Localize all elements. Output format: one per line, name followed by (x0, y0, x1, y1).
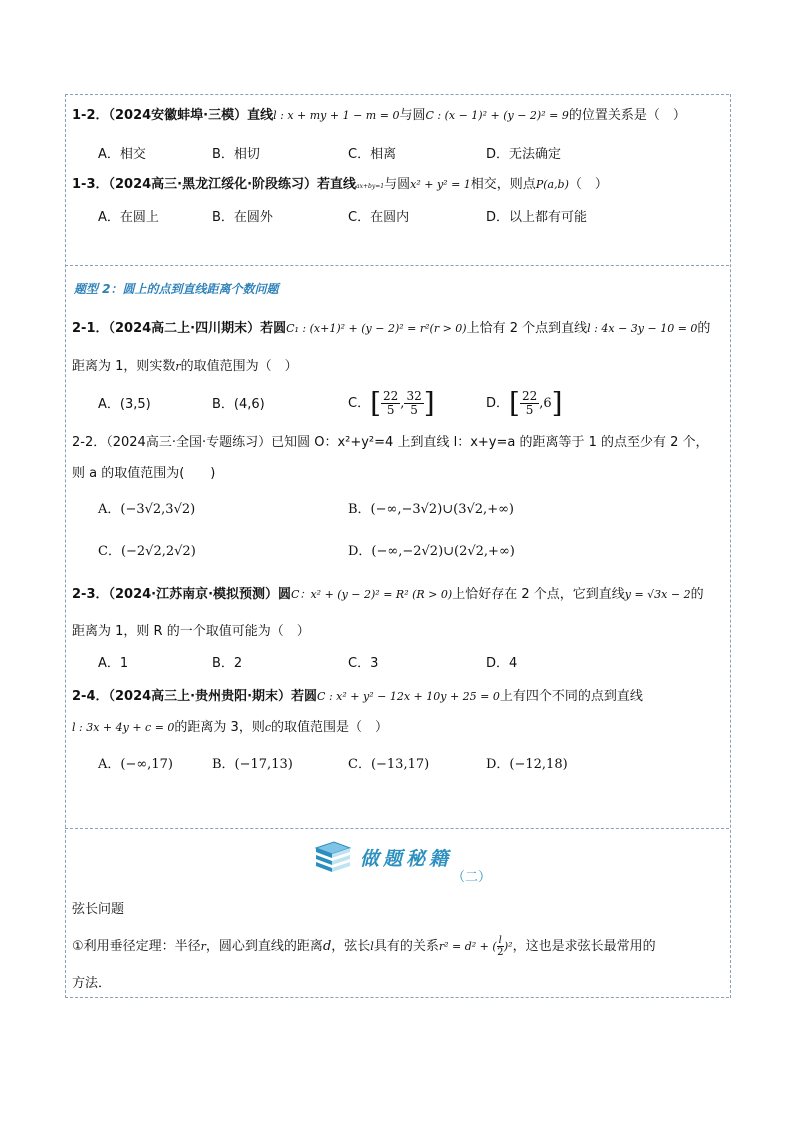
formula: r² = d² + ( (438, 940, 497, 953)
variable: r (175, 360, 181, 373)
circle-equation: C₁ : (x+1)² + (y − 2)² = r²(r > 0) (286, 322, 467, 335)
option-c: C．相离 (348, 147, 397, 162)
question-number: 1-3．（2024高三·黑龙江绥化·阶段练习）若直线 (72, 177, 357, 192)
fraction-numerator: l (498, 935, 502, 946)
text-fragment: 具有的关系 (373, 939, 439, 954)
fraction-denominator: 5 (410, 403, 418, 417)
question-2-3-line2: 距离为 1，则 R 的一个取值可能为（ ） (72, 624, 310, 639)
line-equation: ax+by=1 (356, 183, 385, 190)
option-b: B．在圆外 (212, 210, 273, 225)
fraction-denominator: 5 (525, 403, 534, 417)
question-2-2-line2: 则 a 的取值范围为( ) (72, 466, 216, 481)
option-c: C．3 (348, 656, 379, 671)
fraction (404, 390, 423, 417)
question-number: 2-1．（2024高二上·四川期末）若圆 (72, 321, 287, 336)
question-1-2 (72, 107, 686, 125)
bracket-right: ] (423, 386, 435, 420)
question-2-1-line2 (72, 358, 298, 376)
point-label: P(a,b) (535, 178, 569, 191)
option-d: D．(−∞,−2√2)∪(2√2,+∞) (348, 544, 515, 559)
text-fragment: 的 (690, 587, 704, 602)
option-c: C．[ $\frac{22}{5}$ , $\frac{32}{5}$ ] (348, 386, 435, 420)
text-fragment: ，圆心到直线的距离 (205, 939, 323, 954)
section-divider (65, 265, 729, 266)
tips-divider (65, 828, 729, 829)
variable: r (200, 940, 206, 953)
question-2-1 (72, 320, 710, 338)
option-a: A．在圆上 (98, 210, 159, 225)
tips-title: 做题秘籍 (360, 847, 453, 870)
option-a: A．(3,5) (98, 397, 151, 412)
text-fragment: 的 (697, 321, 711, 336)
text-fragment: 距离为 1，则实数 (72, 359, 176, 374)
fraction-numerator: 22 (521, 389, 538, 403)
variable: d (322, 939, 332, 954)
option-d: D．(−12,18) (486, 757, 568, 772)
tips-banner (312, 840, 452, 874)
book-stack-icon (312, 840, 352, 874)
fraction (381, 390, 400, 417)
fraction (497, 935, 504, 958)
circle-equation: C : (x − 1)² + (y − 2)² = 9 (425, 109, 569, 122)
question-2-3 (72, 586, 704, 604)
option-c: C．(−13,17) (348, 757, 430, 772)
fraction (520, 390, 539, 417)
question-number: 1-2．（2024安徽蚌埠·三模）直线 (72, 108, 274, 123)
option-a: A．(−∞,17) (98, 757, 173, 772)
text-fragment: 的取值范围是（ ） (271, 720, 389, 735)
text-fragment: （ ） (568, 177, 608, 192)
text-fragment: 上恰有 2 个点到直线 (466, 321, 588, 336)
circle-equation: x² + y² = 1 (410, 178, 471, 191)
fraction-denominator: 2 (497, 947, 504, 958)
frame-top-border (65, 94, 729, 95)
fraction-denominator: 5 (386, 403, 395, 417)
tips-line2: 方法． (72, 976, 112, 991)
option-d: D．无法确定 (486, 147, 562, 162)
text-fragment: 上恰好存在 2 个点，它到直线 (452, 587, 625, 602)
bracket-left: [ (509, 386, 520, 420)
line-equation: l : 4x − 3y − 10 = 0 (587, 322, 698, 335)
section-title: 题型 2：圆上的点到直线距离个数问题 (74, 282, 279, 296)
text-fragment: 的位置关系是（ ） (568, 108, 686, 123)
option-c: C．在圆内 (348, 210, 410, 225)
text-fragment: 与圆 (399, 108, 426, 123)
tips-subtitle: （二） (452, 870, 492, 885)
variable: l (370, 940, 374, 953)
question-2-4 (72, 688, 643, 706)
option-b: B．(4,6) (212, 397, 265, 412)
option-b: B．(−∞,−3√2)∪(3√2,+∞) (348, 502, 514, 517)
option-b: B．(−17,13) (212, 757, 293, 772)
bracket-right: ] (551, 386, 563, 420)
text-fragment: 的距离为 3，则 (174, 720, 265, 735)
fraction-numerator: 22 (383, 389, 399, 403)
line-equation: l : x + my + 1 − m = 0 (273, 109, 400, 122)
option-label: D． (486, 396, 510, 411)
tips-heading: 弦长问题 (72, 902, 125, 917)
text-fragment: 相交，则点 (470, 177, 536, 192)
option-c: C．(−2√2,2√2) (98, 544, 196, 559)
question-2-2: 2-2．（2024高三·全国·专题练习）已知圆 O：x²+y²=4 上到直线 l：x+y=a 的距离等于 1 的点至少有 2 个， (72, 435, 709, 450)
question-2-4-line2 (72, 719, 388, 737)
option-label: C． (348, 396, 371, 411)
option-value: 6 (543, 396, 552, 411)
variable: c (264, 721, 271, 734)
circle-equation: C：x² + (y − 2)² = R² (R > 0) (291, 588, 453, 601)
frame-bottom-border (65, 997, 729, 998)
fraction-numerator: 32 (406, 389, 422, 403)
option-a: A．(−3√2,3√2) (98, 502, 196, 517)
option-a: A．1 (98, 656, 129, 671)
bracket-left: [ (370, 386, 382, 420)
tips-line1 (72, 935, 656, 958)
text-fragment: 的取值范围为（ ） (180, 359, 298, 374)
question-1-3 (72, 176, 608, 196)
formula: )² (503, 940, 513, 953)
text-fragment: ①利用垂径定理：半径 (72, 939, 201, 954)
option-d: D．4 (486, 656, 518, 671)
text-fragment: ，这也是求弦长最常用的 (512, 939, 656, 954)
text-fragment: 与圆 (384, 177, 411, 192)
option-b: B．2 (212, 656, 243, 671)
option-b: B．相切 (212, 147, 260, 162)
text-fragment: 上有四个不同的点到直线 (499, 689, 643, 704)
line-equation: l : 3x + 4y + c = 0 (72, 721, 175, 734)
option-d: D．以上都有可能 (486, 210, 588, 225)
option-a: A．相交 (98, 147, 146, 162)
question-number: 2-4．（2024高三上·贵州贵阳·期末）若圆 (72, 689, 318, 704)
question-number: 2-3．（2024·江苏南京·模拟预测）圆 (72, 587, 292, 602)
text-fragment: ，弦长 (331, 939, 371, 954)
circle-equation: C : x² + y² − 12x + 10y + 25 = 0 (317, 690, 500, 703)
line-equation: y = √3x − 2 (624, 588, 691, 601)
option-d: D．[ $\frac{22}{5}$ ,6] (486, 386, 563, 420)
